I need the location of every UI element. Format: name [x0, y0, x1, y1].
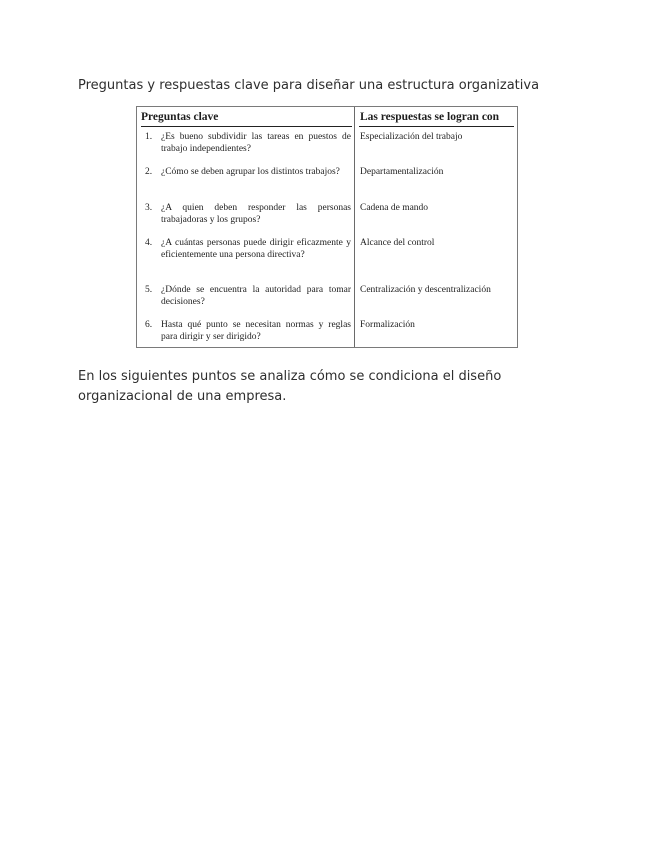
row-question: ¿Dónde se encuentra la autoridad para tomar decisiones?	[161, 285, 351, 307]
key-questions-table-figure	[136, 106, 518, 348]
row-number: 5.	[145, 285, 153, 295]
row-question: ¿A cuántas personas puede dirigir eficazmente y eficientemente una persona directiva?	[161, 238, 351, 260]
row-question: ¿A quien deben responder las personas trabajadoras y los grupos?	[161, 203, 351, 225]
row-question: ¿Es bueno subdividir las tareas en puestos de trabajo independientes?	[161, 132, 351, 154]
row-number: 1.	[145, 132, 153, 142]
row-question: Hasta qué punto se necesitan normas y reglas para dirigir y ser dirigido?	[161, 320, 351, 342]
row-number: 3.	[145, 203, 153, 213]
row-number: 6.	[145, 320, 153, 330]
row-number: 4.	[145, 238, 153, 248]
row-question: ¿Cómo se deben agrupar los distintos trabajos?	[161, 167, 340, 177]
page-title: Preguntas y respuestas clave para diseñar una estructura organizativa	[78, 78, 540, 93]
row-answer: Alcance del control	[360, 238, 435, 248]
header-rule-left	[141, 126, 352, 127]
body-paragraph: En los siguientes puntos se analiza cómo se condiciona el diseño organizacional de una empresa.	[78, 369, 502, 404]
table-header-questions: Preguntas clave	[141, 111, 219, 123]
row-number: 2.	[145, 167, 153, 177]
row-answer: Departamentalización	[360, 167, 444, 177]
row-answer: Cadena de mando	[360, 203, 429, 213]
header-rule-right	[359, 126, 514, 127]
table-header-answers: Las respuestas se logran con	[360, 111, 500, 123]
row-answer: Especialización del trabajo	[360, 132, 463, 142]
row-answer: Formalización	[360, 320, 415, 330]
row-answer: Centralización y descentralización	[360, 285, 491, 295]
